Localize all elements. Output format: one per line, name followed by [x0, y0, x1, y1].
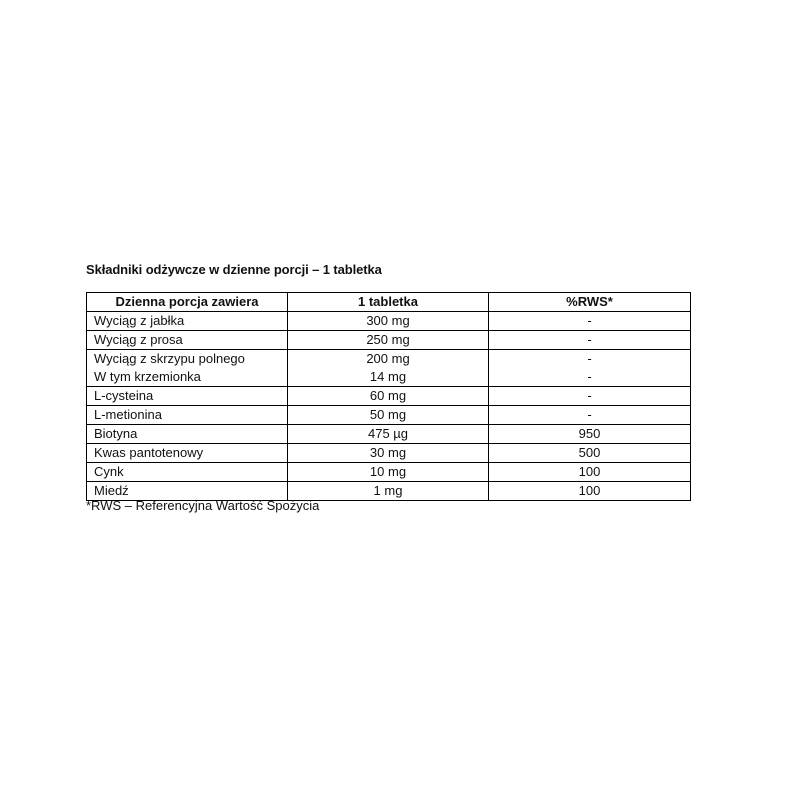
- ingredient-amount-cell: [288, 425, 489, 444]
- ingredient-name: W tym krzemionka: [94, 369, 201, 384]
- ingredient-name-cell: [87, 312, 288, 331]
- header-daily-portion: Dzienna porcja zawiera: [87, 293, 288, 312]
- ingredient-name: Wyciąg z jabłka: [94, 313, 185, 328]
- ingredient-amount: 30 mg: [369, 445, 407, 460]
- table-row: [87, 406, 691, 425]
- ingredient-rws-cell: [489, 350, 691, 387]
- ingredient-rws: -: [587, 407, 592, 422]
- ingredient-name-cell: [87, 406, 288, 425]
- ingredient-rws-cell: [489, 444, 691, 463]
- ingredient-rws: 100: [578, 483, 601, 498]
- ingredient-rws: -: [587, 351, 592, 366]
- ingredient-amount: 50 mg: [369, 407, 407, 422]
- ingredient-name: Kwas pantotenowy: [94, 445, 204, 460]
- ingredient-rws: -: [587, 388, 592, 403]
- ingredient-name: Wyciąg z skrzypu polnego: [94, 351, 245, 366]
- ingredient-amount: 475 µg: [367, 426, 409, 441]
- ingredient-name: L-cysteina: [94, 388, 154, 403]
- ingredient-name: Cynk: [94, 464, 124, 479]
- ingredient-amount-cell: [288, 331, 489, 350]
- ingredient-amount-cell: [288, 463, 489, 482]
- table-row: [87, 331, 691, 350]
- ingredient-amount: 10 mg: [369, 464, 407, 479]
- ingredient-rws-cell: [489, 331, 691, 350]
- ingredient-rws: 500: [578, 445, 601, 460]
- ingredient-rws-cell: [489, 406, 691, 425]
- ingredient-amount-cell: [288, 406, 489, 425]
- table-row: [87, 312, 691, 331]
- table-row: [87, 444, 691, 463]
- ingredient-amount: 300 mg: [366, 313, 410, 328]
- ingredient-amount-cell: [288, 312, 489, 331]
- table-row: [87, 387, 691, 406]
- ingredient-amount: 200 mg: [366, 351, 410, 366]
- ingredient-rws: -: [587, 313, 592, 328]
- nutrition-table: [86, 292, 691, 501]
- ingredient-rws-cell: [489, 463, 691, 482]
- ingredient-name: Biotyna: [94, 426, 138, 441]
- table-header-row: [87, 293, 691, 312]
- ingredient-name: Miedź: [94, 483, 129, 498]
- ingredient-rws-cell: [489, 425, 691, 444]
- ingredient-name-cell: [87, 444, 288, 463]
- ingredient-name-cell: [87, 350, 288, 387]
- ingredient-name: Wyciąg z prosa: [94, 332, 183, 347]
- ingredient-amount-cell: [288, 444, 489, 463]
- ingredient-amount: 250 mg: [366, 332, 410, 347]
- ingredient-rws-cell: [489, 312, 691, 331]
- table-title: Składniki odżywcze w dzienne porcji – 1 tabletka: [86, 262, 382, 277]
- ingredient-name-cell: [87, 331, 288, 350]
- ingredient-name-cell: [87, 425, 288, 444]
- header-rws: %RWS*: [489, 293, 691, 312]
- header-one-tablet: 1 tabletka: [288, 293, 489, 312]
- ingredient-rws: -: [587, 369, 592, 384]
- table-row: [87, 425, 691, 444]
- ingredient-amount-cell: [288, 350, 489, 387]
- ingredient-amount: 60 mg: [369, 388, 407, 403]
- ingredient-amount-cell: [288, 387, 489, 406]
- footnote: *RWS – Referencyjna Wartość Spożycia: [86, 498, 320, 513]
- ingredient-rws: -: [587, 332, 592, 347]
- ingredient-name-cell: [87, 463, 288, 482]
- ingredient-name: L-metionina: [94, 407, 162, 422]
- ingredient-rws: 100: [578, 464, 601, 479]
- table-row: [87, 350, 691, 387]
- ingredient-rws-cell: [489, 387, 691, 406]
- ingredient-rws-cell: [489, 482, 691, 501]
- ingredient-amount: 1 mg: [373, 483, 403, 498]
- ingredient-name-cell: [87, 387, 288, 406]
- table-row: [87, 463, 691, 482]
- ingredient-amount: 14 mg: [369, 369, 407, 384]
- ingredient-rws: 950: [578, 426, 601, 441]
